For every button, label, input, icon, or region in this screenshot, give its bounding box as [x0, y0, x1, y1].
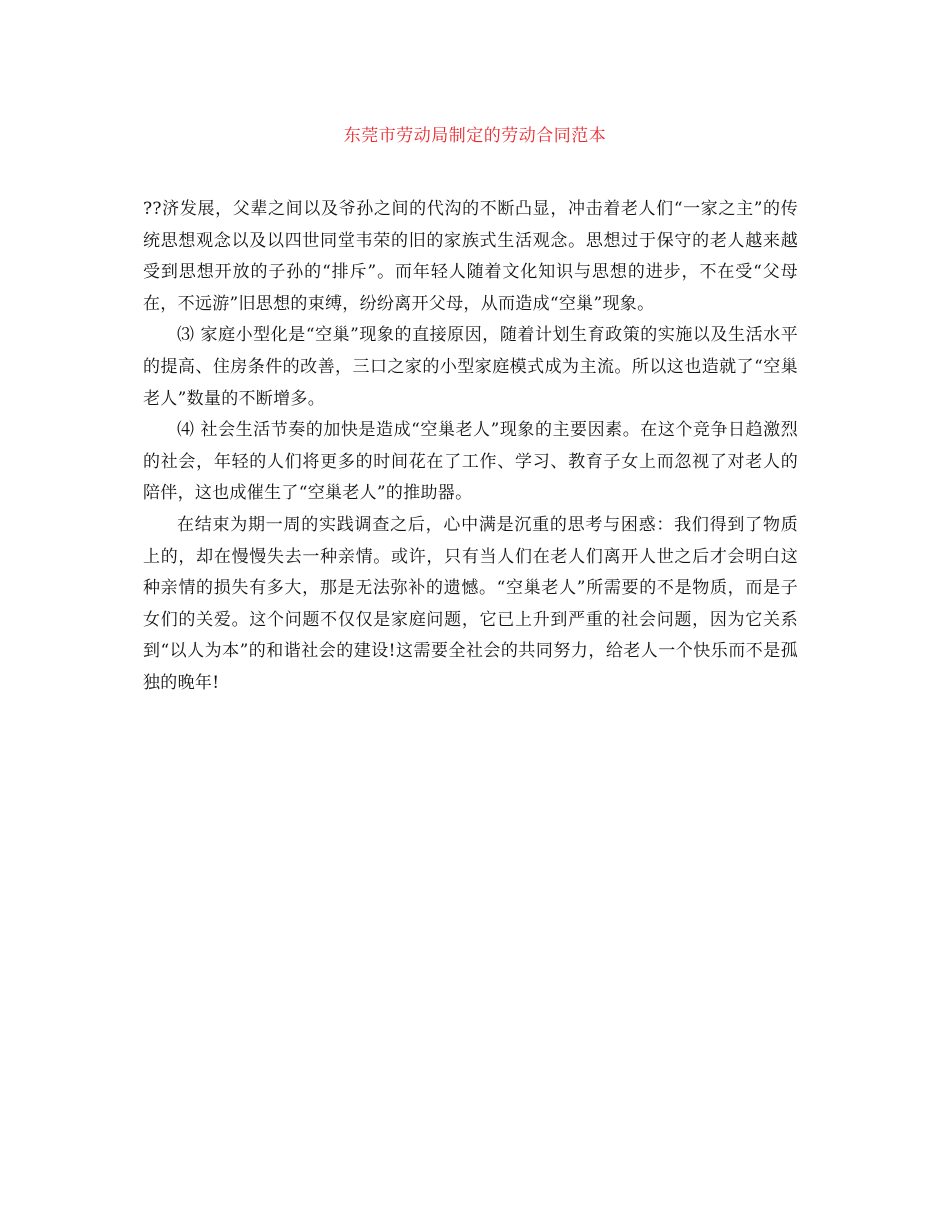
paragraph-1: ??济发展，父辈之间以及爷孙之间的代沟的不断凸显，冲击着老人们“一家之主”的传统思想观念以及以四世同堂韦荣的旧的家族式生活观念。思想过于保守的老人越来越受到思想开放的子孙的“排斥”。而年轻人随着文化知识与思想的进步，不在受“父母在，不远游”旧思想的束缚，纷纷离开父母，从而造成“空巢”现象。	[143, 199, 798, 314]
paragraph-4: 在结束为期一周的实践调查之后，心中满是沉重的思考与困惑：我们得到了物质上的，却在慢慢失去一种亲情。或许，只有当人们在老人们离开人世之后才会明白这种亲情的损失有多大，那是无法弥补的遗憾。“空巢老人”所需要的不是物质，而是子女们的关爱。这个问题不仅仅是家庭问题，它已上升到严重的社会问题，因为它关系到“以人为本”的和谐社会的建设!这需要全社会的共同努力，给老人一个快乐而不是孤独的晚年!	[143, 514, 798, 693]
paragraph-3: ⑷ 社会生活节奏的加快是造成“空巢老人”现象的主要因素。在这个竞争日趋激烈的社会，年轻的人们将更多的时间花在了工作、学习、教育子女上而忽视了对老人的陪伴，这也成催生了“空巢老人”的推助器。	[143, 420, 798, 504]
document-title: 东莞市劳动局制定的劳动合同范本	[343, 126, 607, 146]
document-body	[143, 194, 798, 700]
paragraph-2: ⑶ 家庭小型化是“空巢”现象的直接原因，随着计划生育政策的实施以及生活水平的提高、住房条件的改善，三口之家的小型家庭模式成为主流。所以这也造就了“空巢老人”数量的不断增多。	[143, 325, 798, 409]
